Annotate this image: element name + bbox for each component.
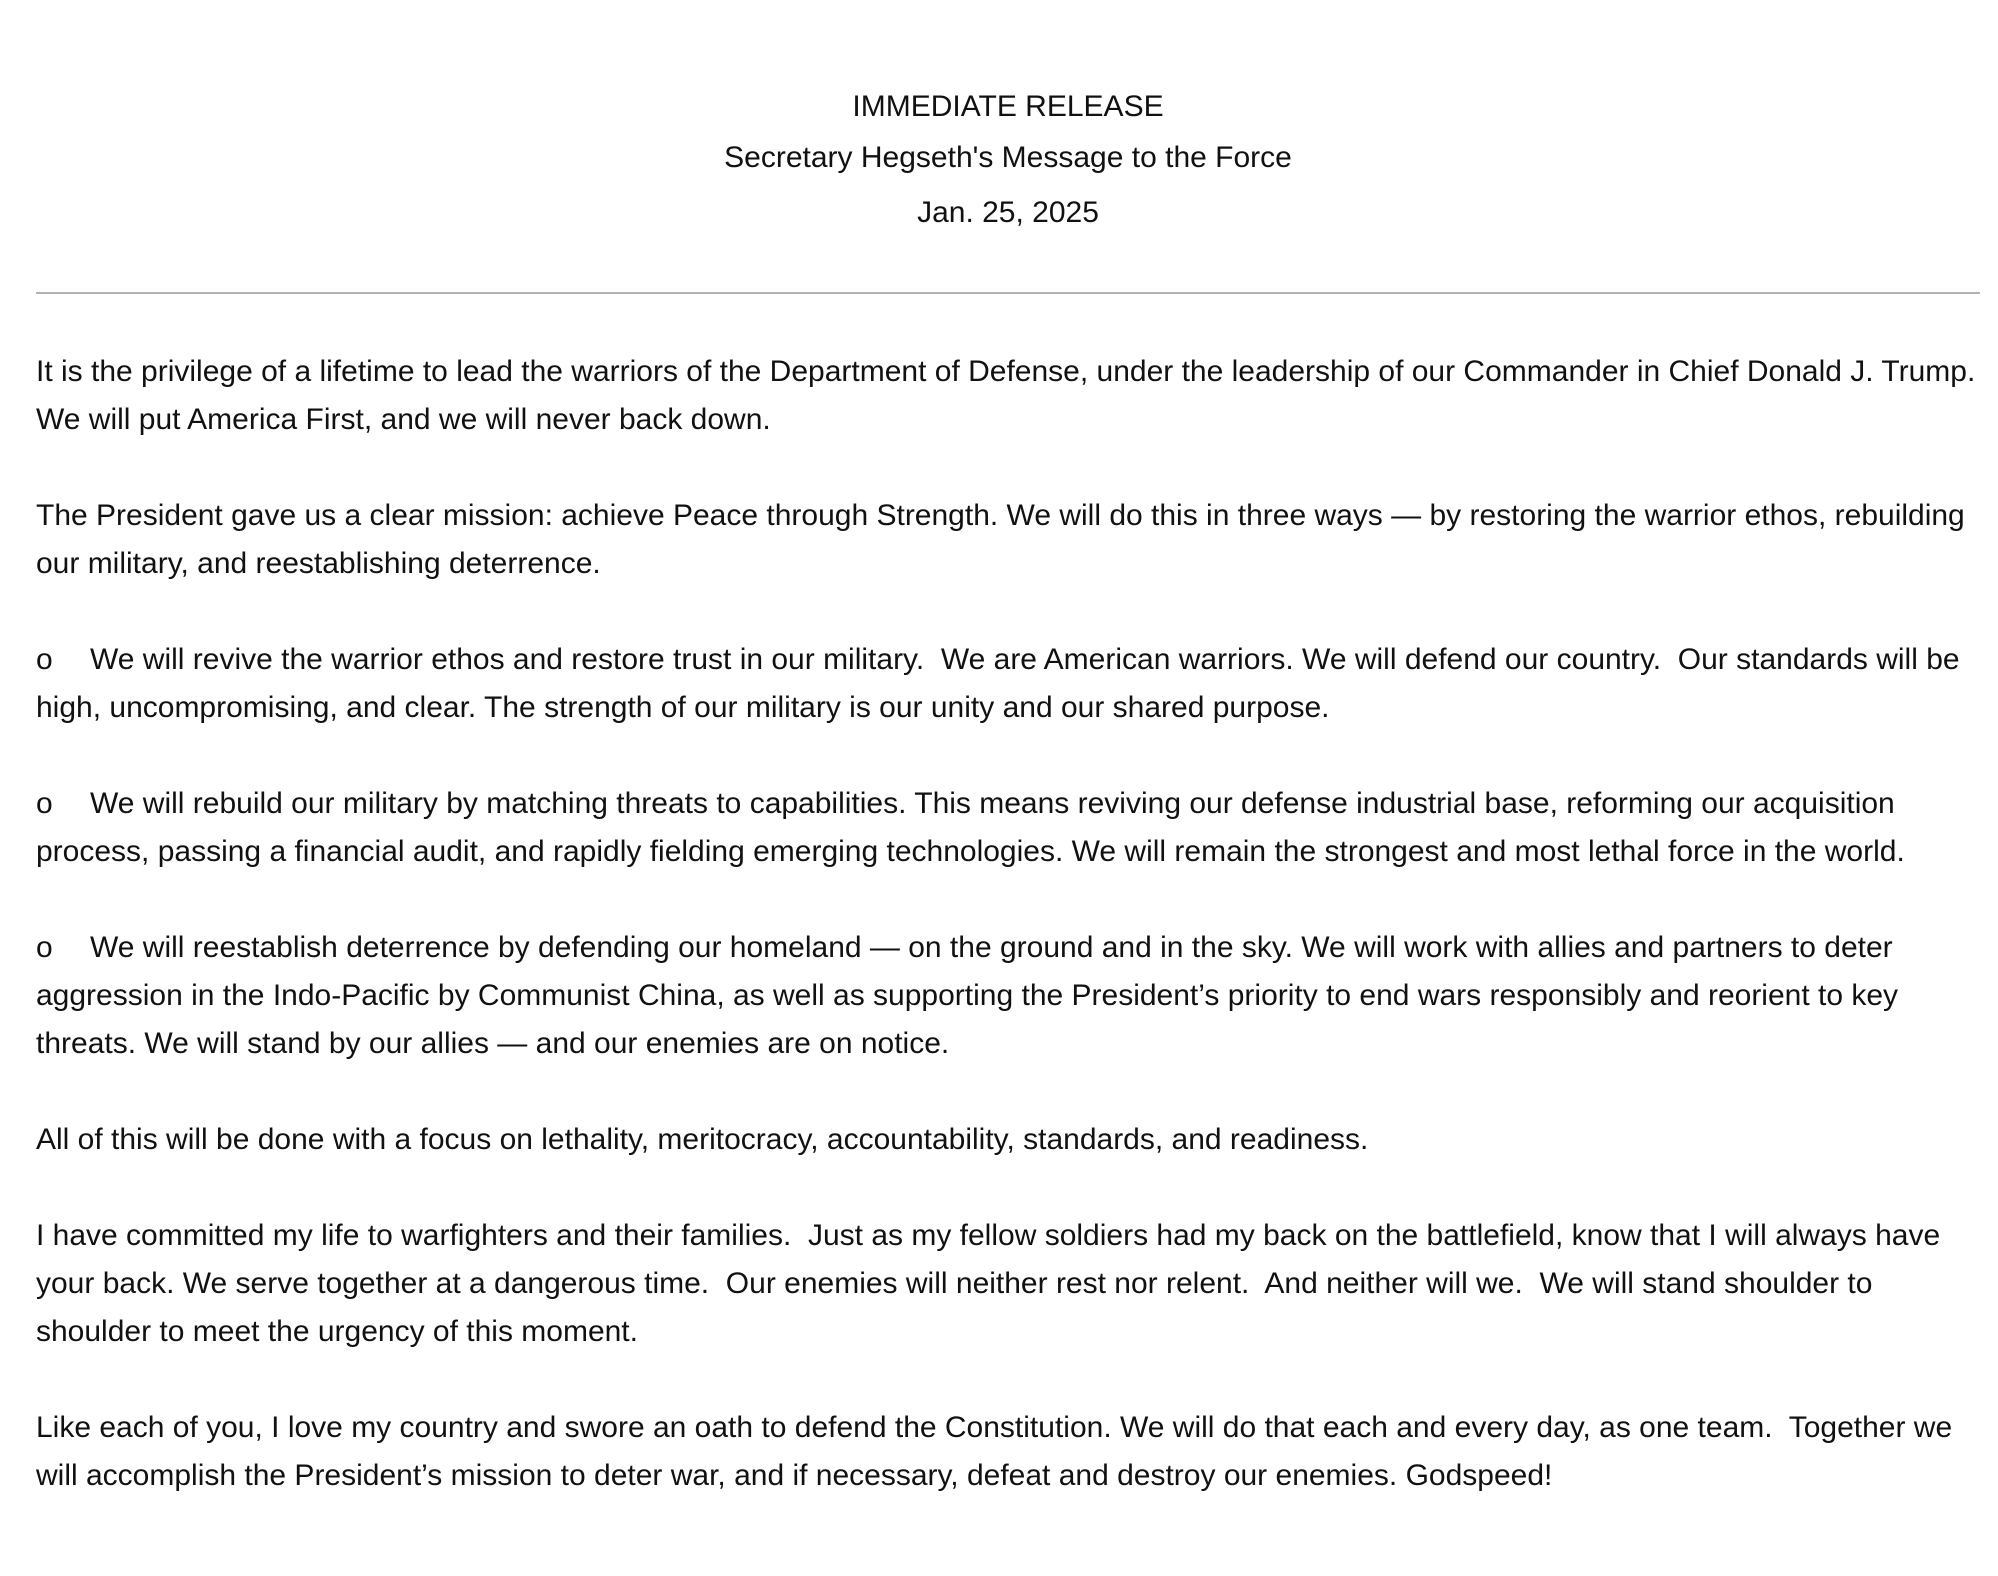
document-title: Secretary Hegseth's Message to the Force [724,141,1292,174]
bullet-marker: o [36,787,53,820]
release-label: IMMEDIATE RELEASE [852,90,1164,123]
document-header [0,92,1998,228]
closing-paragraph: Like each of you, I love my country and swore an oath to defend the Constitution. We will do that each and every day, as one team. Together we will accomplish the President’s mission to deter war, and if necessary, defeat and destroy our enemies. Godspeed! [36,1411,1961,1492]
document-date: Jan. 25, 2025 [917,196,1099,229]
bullet-item-rebuild-military [36,780,1986,876]
mission-paragraph: The President gave us a clear mission: achieve Peace through Strength. We will do this in three ways — by restoring the warrior ethos, rebuilding our military, and reestablishing deterrence. [36,499,1974,580]
header-divider [36,292,1980,294]
bullet-marker: o [36,931,53,964]
intro-paragraph: It is the privilege of a lifetime to lead the warriors of the Department of Defense, under the leadership of our Commander in Chief Donald J. Trump. We will put America First, and we will never back down. [36,355,1984,436]
bullet-text: We will rebuild our military by matching threats to capabilities. This means reviving our defense industrial base, reforming our acquisition process, passing a financial audit, and rapidly fielding emerging technologies. We will remain the strongest and most lethal force in the world. [36,787,1905,868]
document-body [36,348,1986,1548]
bullet-text: We will reestablish deterrence by defending our homeland — on the ground and in the sky. We will work with allies and partners to deter aggression in the Indo-Pacific by Communist China, as well as supporting the President’s priority to end wars responsibly and reorient to key threats. We will stand by our allies — and our enemies are on notice. [36,931,1907,1060]
bullet-marker: o [36,643,53,676]
bullet-item-deterrence [36,924,1986,1068]
focus-paragraph: All of this will be done with a focus on lethality, meritocracy, accountability, standards, and readiness. [36,1123,1369,1156]
bullet-text: We will revive the warrior ethos and restore trust in our military. We are American warriors. We will defend our country. Our standards will be high, uncompromising, and clear. The strength of our military is our unity and our shared purpose. [36,643,1968,724]
commitment-paragraph: I have committed my life to warfighters and their families. Just as my fellow soldiers had my back on the battlefield, know that I will always have your back. We serve together at a dangerous time. Our enemies will neither rest nor relent. And neither will we. We will stand shoulder to shoulder to meet the urgency of this moment. [36,1219,1949,1348]
bullet-item-warrior-ethos [36,636,1986,732]
